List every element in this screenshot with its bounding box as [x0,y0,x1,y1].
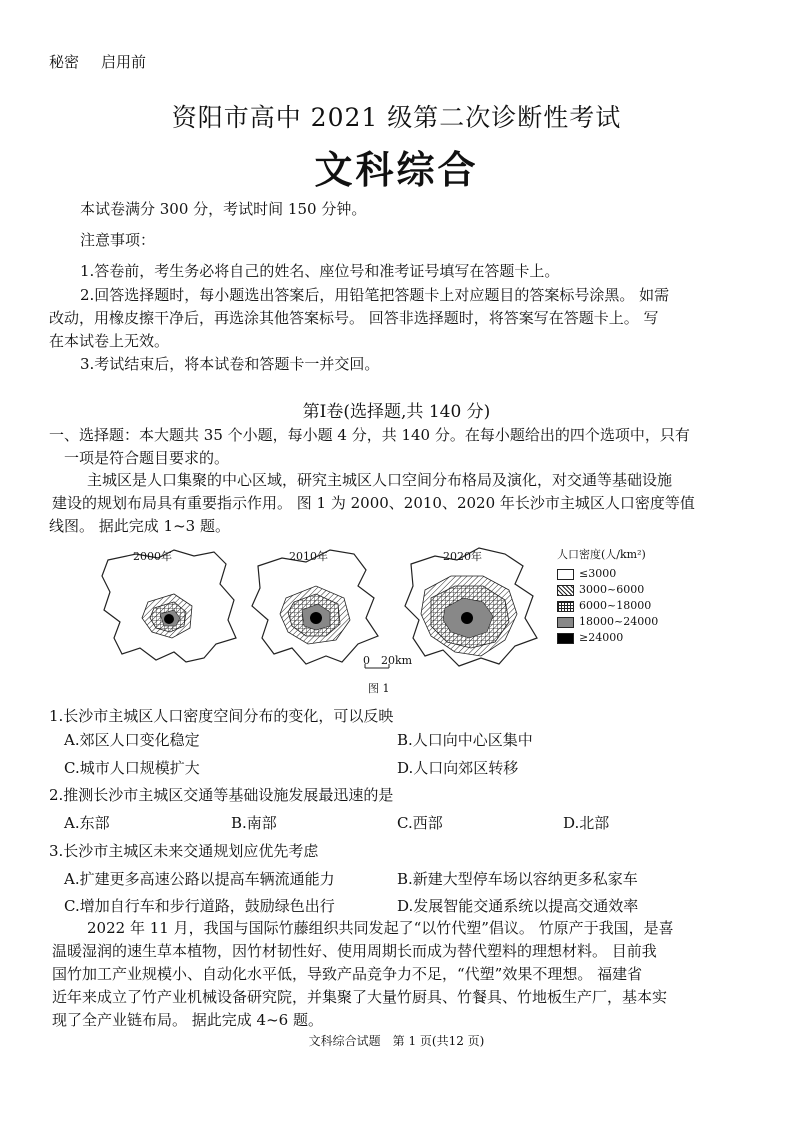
notice-2a: 2.回答选择题时，每小题选出答案后，用铅笔把答题卡上对应题目的答案标号涂黑。 如需 [80,286,670,304]
q3-option-a[interactable]: A.扩建更多高速公路以提高车辆流通能力 [64,870,335,888]
passage2-line1: 2022 年 11 月，我国与国际竹藤组织共同发起了“以竹代塑”倡议。 竹原产于我国，是喜 [87,919,674,937]
map-label-2020: 2020年 [443,550,482,563]
passage1-line1: 主城区是人口集聚的中心区域，研究主城区人口空间分布格局及演化，对交通等基础设施 [87,471,673,489]
notice-title: 注意事项： [80,231,156,249]
legend-item-3000-6000: 3000~6000 [557,583,658,596]
score-time-line: 本试卷满分 300 分，考试时间 150 分钟。 [80,200,367,218]
q2-option-d[interactable]: D.北部 [563,814,610,832]
passage2-line2: 温暖湿润的速生草本植物，因竹材韧性好、使用周期长而成为替代塑料的理想材料。 目前我 [52,942,657,960]
map-2010 [252,550,378,664]
q2-option-a[interactable]: A.东部 [64,814,110,832]
legend-swatch-gray [557,617,574,628]
figure-caption: 图 1 [368,682,390,695]
legend-swatch-white [557,569,574,580]
map-label-2000: 2000年 [133,550,172,563]
notice-2b: 改动，用橡皮擦干净后，再选涂其他答案标号。 回答非选择题时，将答案写在答题卡上。 写 [49,309,659,327]
legend-item-gt24000: ≥24000 [557,631,658,644]
map-label-2010: 2010年 [289,550,328,563]
q1-option-a[interactable]: A.郊区人口变化稳定 [64,731,200,749]
q2-option-b[interactable]: B.南部 [231,814,277,832]
legend [557,546,658,644]
scale-distance: 20km [381,654,413,667]
q3-option-b[interactable]: B.新建大型停车场以容纳更多私家车 [397,870,638,888]
legend-item-18000-24000: 18000~24000 [557,615,658,628]
map-2000 [102,550,236,662]
q3-option-d[interactable]: D.发展智能交通系统以提高交通效率 [397,897,639,915]
notice-3: 3.考试结束后，将本试卷和答题卡一并交回。 [80,355,380,373]
notice-1: 1.答卷前，考生务必将自己的姓名、座位号和准考证号填写在答题卡上。 [80,262,560,280]
section-instruction-2: 一项是符合题目要求的。 [64,449,230,467]
legend-swatch-black [557,633,574,644]
scale-zero: 0 [363,654,370,667]
legend-item-6000-18000: 6000~18000 [557,599,658,612]
passage2-line4: 近年来成立了竹产业机械设备研究院，并集聚了大量竹厨具、竹餐具、竹地板生产厂，基本实 [52,988,668,1006]
question-1-stem: 1.长沙市主城区人口密度空间分布的变化，可以反映 [49,707,394,725]
notice-2c: 在本试卷上无效。 [49,332,170,350]
question-3-stem: 3.长沙市主城区未来交通规划应优先考虑 [49,842,319,860]
legend-swatch-hatch [557,585,574,596]
legend-item-lt3000: ≤3000 [557,567,658,580]
passage1-line2: 建设的规划布局具有重要指示作用。 图 1 为 2000、2010、2020 年长沙市主城区人口密度等值 [52,494,695,512]
confidential-header [49,51,146,72]
passage2-line3: 国竹加工产业规模小、自动化水平低，导致产品竞争力不足，“代塑”效果不理想。 福建省 [52,965,643,983]
q3-option-c[interactable]: C.增加自行车和步行道路，鼓励绿色出行 [64,897,335,915]
subject-title: 文科综合 [314,147,479,192]
q2-option-c[interactable]: C.西部 [397,814,443,832]
question-2-stem: 2.推测长沙市主城区交通等基础设施发展最迅速的是 [49,786,394,804]
section-title: 第Ⅰ卷(选择题,共 140 分) [302,402,491,422]
exam-title: 资阳市高中 2021 级第二次诊断性考试 [171,103,622,132]
passage2-line5: 现了全产业链布局。 据此完成 4~6 题。 [52,1011,323,1029]
map-2020 [365,548,537,668]
section-instruction-1: 一、选择题：本大题共 35 个小题，每小题 4 分，共 140 分。在每小题给出的四个选项中，只有 [49,426,690,444]
passage1-line3: 线图。 据此完成 1~3 题。 [49,517,230,535]
legend-swatch-grid [557,601,574,612]
q1-option-c[interactable]: C.城市人口规模扩大 [64,759,200,777]
q1-option-b[interactable]: B.人口向中心区集中 [397,731,533,749]
status-label: 启用前 [101,53,147,71]
legend-title: 人口密度(人/km²) [557,548,646,561]
secret-label: 秘密 [49,53,80,71]
q1-option-d[interactable]: D.人口向郊区转移 [397,759,519,777]
page-footer: 文科综合试题 第 1 页(共12 页) [308,1034,485,1048]
